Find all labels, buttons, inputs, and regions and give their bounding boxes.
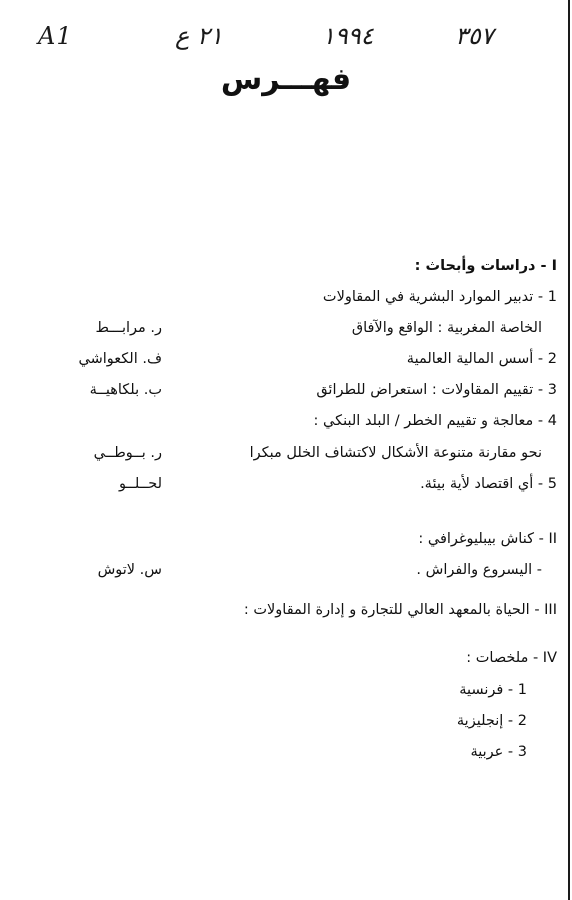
toc-entry-1 xyxy=(0,284,572,310)
entry-title: 5 - أي اقتصاد لأية بيئة. xyxy=(420,476,557,492)
toc-entry-5 xyxy=(0,471,572,497)
entry-author: ر. مرابـــط xyxy=(95,320,162,336)
toc-entry-4-cont xyxy=(0,440,572,466)
entry-title-continued: نحو مقارنة متنوعة الأشكال لاكتشاف الخلل مبكرا xyxy=(249,445,542,461)
section-heading: IV - ملخصات : xyxy=(466,650,557,666)
handwritten-issue: ٢١ ع xyxy=(175,22,223,50)
handwritten-page: ٣٥٧ xyxy=(455,22,494,50)
section-heading: I - دراسات وأبحاث : xyxy=(414,258,557,274)
toc-section-1 xyxy=(0,253,572,279)
toc-section-2 xyxy=(0,526,572,552)
entry-author: ف. الكعواشي xyxy=(78,351,162,367)
toc-summary-1 xyxy=(0,677,572,703)
toc-entry-1-cont xyxy=(0,315,572,341)
toc-section-4 xyxy=(0,645,572,671)
entry-title: 3 - تقييم المقاولات : استعراض للطرائق xyxy=(316,382,557,398)
entry-author: س. لاتوش xyxy=(97,562,162,578)
toc-entry-6 xyxy=(0,557,572,583)
entry-author: ب. بلكاهيــة xyxy=(89,382,162,398)
toc-entry-2 xyxy=(0,346,572,372)
summary-language: 3 - عربية xyxy=(470,744,527,760)
toc-summary-3 xyxy=(0,739,572,765)
entry-author: ر. بــوطــي xyxy=(93,445,162,461)
entry-title: 1 - تدبير الموارد البشرية في المقاولات xyxy=(322,289,557,305)
section-heading: III - الحياة بالمعهد العالي للتجارة و إدارة المقاولات : xyxy=(243,602,557,618)
entry-author: لحــلــو xyxy=(118,476,162,492)
entry-title: 2 - أسس المالية العالمية xyxy=(406,351,557,367)
summary-language: 1 - فرنسية xyxy=(459,682,527,698)
toc-entry-3 xyxy=(0,377,572,403)
summary-language: 2 - إنجليزية xyxy=(456,713,527,729)
entry-title: - اليسروع والفراش . xyxy=(416,562,542,578)
entry-title: 4 - معالجة و تقييم الخطر / البلد البنكي : xyxy=(313,413,557,429)
toc-entry-4 xyxy=(0,408,572,434)
toc-section-3 xyxy=(0,597,572,623)
handwritten-year: ١٩٩٤ xyxy=(322,22,374,50)
page-title: فهـــرس xyxy=(220,62,352,97)
handwritten-number: A1 xyxy=(38,22,73,50)
section-heading: II - كناش بيبليوغرافي : xyxy=(418,531,557,547)
entry-title-continued: الخاصة المغربية : الواقع والآفاق xyxy=(351,320,542,336)
toc-summary-2 xyxy=(0,708,572,734)
